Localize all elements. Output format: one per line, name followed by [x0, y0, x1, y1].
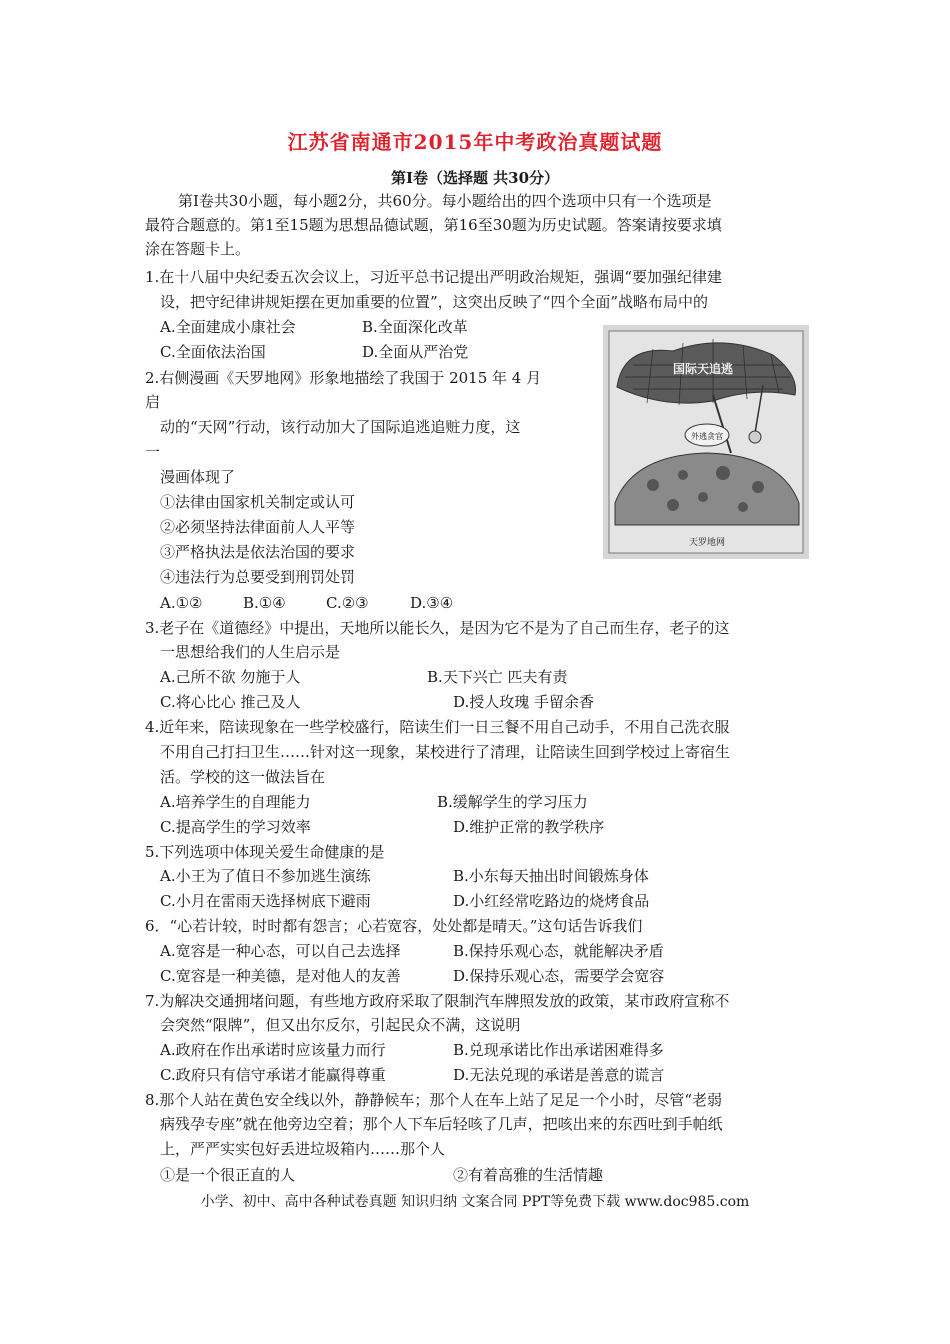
question-7-text: 7.为解决交通拥堵问题，有些地方政府采取了限制汽车牌照发放的政策，某市政府宣称不: [145, 992, 730, 1010]
question-7-option-b: B.兑现承诺比作出承诺困难得多: [453, 1041, 664, 1059]
question-6-text: 6．“心若计较，时时都有怨言；心若宽容，处处都是晴天。”这句话告诉我们: [145, 917, 643, 935]
question-1-option-b: B.全面深化改革: [362, 318, 468, 336]
question-5-option-c: C.小月在雷雨天选择树底下避雨: [160, 892, 371, 910]
question-7-option-d: D.无法兑现的承诺是善意的谎言: [453, 1066, 665, 1084]
question-5-option-a: A.小王为了值日不参加逃生演练: [160, 867, 371, 885]
section-heading: 第Ⅰ卷（选择题 共30分）: [390, 169, 560, 187]
intro-line: 最符合题意的。第1至15题为思想品德试题，第16至30题为历史试题。答案请按要求填: [145, 216, 722, 234]
question-3-option-b: B.天下兴亡 匹夫有责: [427, 668, 568, 686]
question-5-option-d: D.小红经常吃路边的烧烤食品: [453, 892, 650, 910]
question-2-text: 动的“天网”行动，该行动加大了国际追逃追赃力度，这: [160, 418, 521, 436]
footer-ad: 小学、初中、高中各种试卷真题 知识归纳 文案合同 PPT等免费下载 www.doc985.com: [200, 1194, 750, 1210]
question-5-text: 5.下列选项中体现关爱生命健康的是: [145, 843, 385, 861]
cartoon-umbrella-label: 国际天追逃: [672, 362, 734, 376]
question-1-option-c: C.全面依法治国: [160, 343, 266, 361]
question-2-option-d: D.③④: [410, 594, 454, 612]
question-6-option-c: C.宽容是一种美德，是对他人的友善: [160, 967, 401, 985]
question-7-option-c: C.政府只有信守承诺才能赢得尊重: [160, 1066, 386, 1084]
question-2-text: 2.右侧漫画《天罗地网》形象地描绘了我国于 2015 年 4 月: [145, 369, 542, 387]
cartoon-caption: 天罗地网: [688, 538, 726, 548]
question-2-text: 启: [145, 393, 161, 411]
question-8-text: 病残孕专座”就在他旁边空着；那个人下车后轻咳了几声，把咳出来的东西吐到手帕纸: [160, 1115, 723, 1133]
question-8-text: 8.那个人站在黄色安全线以外，静静候车；那个人在车上站了足足一个小时，尽管“老弱: [145, 1091, 722, 1109]
question-2-item: ②必须坚持法律面前人人平等: [160, 518, 356, 536]
question-5-option-b: B.小东每天抽出时间锻炼身体: [453, 867, 649, 885]
question-4-text: 4.近年来，陪读现象在一些学校盛行，陪读生们一日三餐不用自己动手，不用自己洗衣服: [145, 718, 730, 736]
question-2-item: ③严格执法是依法治国的要求: [160, 543, 356, 561]
question-1-option-a: A.全面建成小康社会: [160, 318, 296, 336]
intro-line: 涂在答题卡上。: [145, 240, 251, 258]
question-6-option-a: A.宽容是一种心态，可以自己去选择: [160, 942, 401, 960]
question-2-item: ①法律由国家机关制定或认可: [160, 493, 356, 511]
question-2-text: 一: [145, 443, 161, 461]
question-6-option-d: D.保持乐观心态，需要学会宽容: [453, 967, 665, 985]
question-1-text: 1.在十八届中央纪委五次会议上，习近平总书记提出严明政治规矩，强调“要加强纪律建: [145, 268, 722, 286]
intro-line: 第Ⅰ卷共30小题，每小题2分，共60分。每小题给出的四个选项中只有一个选项是: [178, 192, 712, 210]
question-1-option-d: D.全面从严治党: [362, 343, 469, 361]
question-2-text: 漫画体现了: [160, 468, 236, 486]
question-8-text: 上，严严实实包好丢进垃圾箱内……那个人: [160, 1140, 446, 1158]
question-3-option-d: D.授人玫瑰 手留余香: [453, 693, 595, 711]
question-4-option-d: D.维护正常的教学秩序: [453, 818, 605, 836]
question-4-option-a: A.培养学生的自理能力: [160, 793, 311, 811]
question-8-item: ②有着高雅的生活情趣: [453, 1166, 604, 1184]
question-2-option-c: C.②③: [326, 594, 369, 612]
question-6-option-b: B.保持乐观心态，就能解决矛盾: [453, 942, 664, 960]
question-3-option-c: C.将心比心 推己及人: [160, 693, 301, 711]
question-2-option-a: A.①②: [160, 594, 203, 612]
question-3-text: 一思想给我们的人生启示是: [160, 643, 341, 661]
cartoon-bubble-label: 外逃贪官: [691, 432, 723, 441]
question-2-item: ④违法行为总要受到刑罚处罚: [160, 568, 356, 586]
question-4-option-c: C.提高学生的学习效率: [160, 818, 311, 836]
question-4-option-b: B.缓解学生的学习压力: [437, 793, 588, 811]
question-1-text: 设，把守纪律讲规矩摆在更加重要的位置”，这突出反映了“四个全面”战略布局中的: [160, 293, 709, 311]
question-4-text: 不用自己打扫卫生……针对这一现象，某校进行了清理，让陪读生回到学校过上寄宿生: [160, 743, 731, 761]
question-7-text: 会突然“限牌”，但又出尔反尔，引起民众不满，这说明: [160, 1016, 521, 1034]
question-4-text: 活。学校的这一做法旨在: [160, 768, 326, 786]
question-2-option-b: B.①④: [243, 594, 286, 612]
question-7-option-a: A.政府在作出承诺时应该量力而行: [160, 1041, 386, 1059]
question-8-item: ①是一个很正直的人: [160, 1166, 296, 1184]
cartoon-image: [603, 325, 809, 559]
question-3-text: 3.老子在《道德经》中提出，天地所以能长久，是因为它不是为了自己而生存，老子的这: [145, 619, 730, 637]
page-title: 江苏省南通市2015年中考政治真题试题: [287, 130, 663, 154]
question-3-option-a: A.己所不欲 勿施于人: [160, 668, 301, 686]
